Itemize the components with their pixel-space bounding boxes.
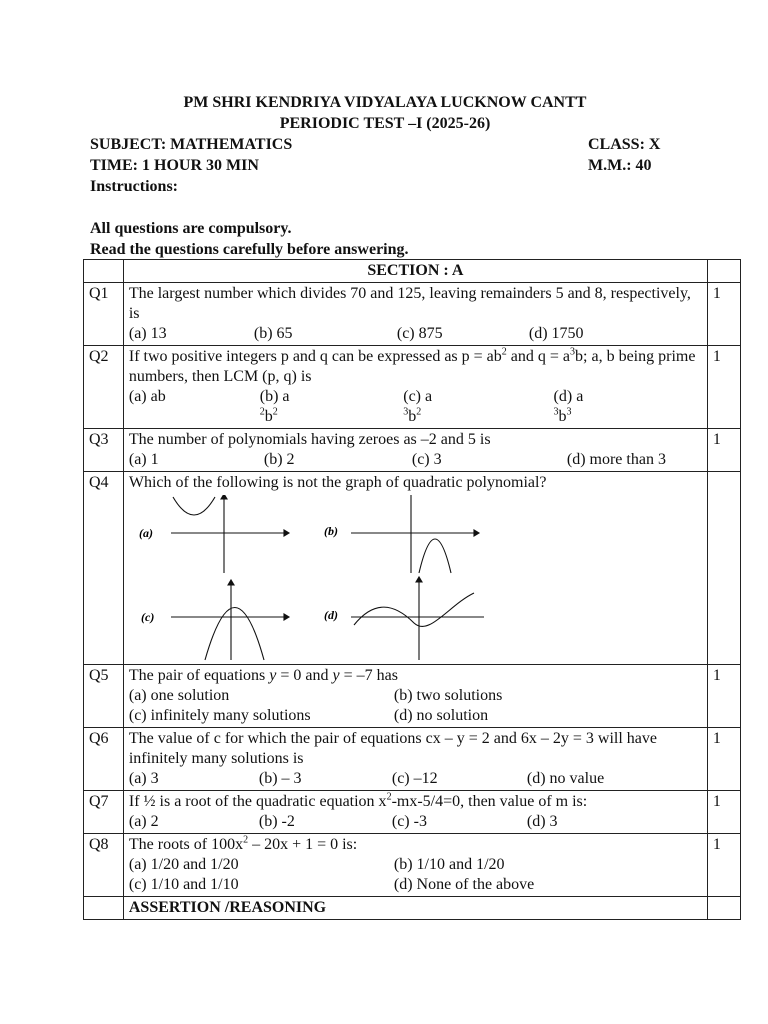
question-marks: 1 [707, 283, 740, 346]
question-table [83, 259, 741, 920]
instructions-label: Instructions: [90, 178, 179, 195]
question-number: Q8 [84, 834, 124, 897]
question-body [123, 346, 707, 429]
question-marks: 1 [707, 791, 740, 834]
option-b: (b) -2 [258, 813, 295, 830]
option-d: (d) 3 [526, 813, 558, 830]
option-a: (a) 1 [128, 451, 159, 468]
class: CLASS: X [588, 136, 661, 153]
option-b: (b) $a^2b^2$ [259, 388, 290, 425]
question-marks: 1 [707, 429, 740, 472]
option-c: (c) –12 [391, 770, 438, 787]
question-text: If two positive integers p and q can be expressed as $p = ab^2$ and $q = a^3b$; a, b being prime numbers, then LCM (p, q) is [128, 346, 696, 385]
question-number: Q7 [84, 791, 124, 834]
graph-a [171, 495, 289, 573]
question-row-q7 [84, 791, 741, 834]
question-number: Q1 [84, 283, 124, 346]
question-row-q1 [84, 283, 741, 346]
option-d: (d) no value [526, 770, 605, 787]
option-b: (b) two solutions [393, 687, 503, 704]
assertion-row [84, 897, 741, 920]
assertion-heading: ASSERTION /REASONING [123, 897, 707, 920]
question-number: Q6 [84, 728, 124, 791]
option-d: (d) no solution [393, 707, 489, 724]
option-a: (a) 1/20 and 1/20 [128, 856, 239, 873]
question-body [123, 834, 707, 897]
option-d: (d) $a^3b^3$ [553, 388, 584, 425]
subject-row [90, 134, 680, 155]
graph-label-b: (b) [323, 524, 338, 538]
question-number: Q2 [84, 346, 124, 429]
option-b: (b) – 3 [258, 770, 302, 787]
instruction-2: Read the questions carefully before answering. [90, 241, 409, 258]
option-c: (c) 1/10 and 1/10 [128, 876, 239, 893]
subject: SUBJECT: MATHEMATICS [90, 136, 293, 153]
graph-label-c: (c) [140, 610, 155, 624]
question-marks: 1 [707, 665, 740, 728]
question-marks: 1 [707, 728, 740, 791]
option-a: (a) 13 [128, 325, 167, 342]
question-number: Q4 [84, 472, 124, 665]
option-b: (b) 1/10 and 1/20 [393, 856, 505, 873]
question-row-q8 [84, 834, 741, 897]
question-text: If ½ is a root of the quadratic equation $x^2-mx-5/4=0$, then value of m is: [128, 791, 588, 810]
question-text: The number of polynomials having zeroes as –2 and 5 is [128, 431, 491, 448]
question-row-q3 [84, 429, 741, 472]
question-body [123, 665, 707, 728]
option-d: (d) 1750 [528, 325, 584, 342]
option-d: (d) None of the above [393, 876, 535, 893]
question-text: The pair of equations y = 0 and y = –7 has [128, 667, 398, 684]
graph-options [129, 495, 499, 663]
question-row-q2 [84, 346, 741, 429]
instruction-1: All questions are compulsory. [90, 220, 292, 237]
question-text: Which of the following is not the graph of quadratic polynomial? [128, 474, 547, 491]
options [129, 387, 702, 427]
question-row-q5 [84, 665, 741, 728]
school-name: PM SHRI KENDRIYA VIDYALAYA LUCKNOW CANTT [183, 94, 587, 111]
option-c: (c) infinitely many solutions [128, 707, 311, 724]
options-row-1 [129, 686, 702, 706]
options [129, 769, 702, 789]
option-c: (c) -3 [391, 813, 427, 830]
test-title: PERIODIC TEST –I (2025-26) [279, 115, 491, 132]
option-c: (c) 875 [396, 325, 443, 342]
option-a: (a) 2 [128, 813, 159, 830]
question-body [123, 728, 707, 791]
option-c: (c) $a^3b^2$ [403, 388, 433, 425]
option-a: (a) ab [128, 388, 166, 405]
section-a-heading: SECTION : A [123, 260, 707, 283]
options-row-2 [129, 875, 702, 895]
question-body [123, 472, 707, 665]
question-body [123, 429, 707, 472]
options-row-2 [129, 706, 702, 726]
option-d: (d) more than 3 [566, 451, 666, 468]
exam-header [90, 92, 680, 260]
graph-label-a: (a) [138, 526, 153, 540]
options [129, 450, 702, 470]
option-a: (a) 3 [128, 770, 159, 787]
max-marks: M.M.: 40 [588, 157, 652, 174]
question-text: The roots of $100x^2 - 20x + 1 = 0$ is: [128, 834, 358, 853]
graph-label-d: (d) [323, 608, 338, 622]
question-text: The value of c for which the pair of equations cx – y = 2 and 6x – 2y = 3 will have infinitely many solutions is [128, 730, 657, 767]
graph-b [351, 495, 479, 573]
option-c: (c) 3 [411, 451, 442, 468]
section-a-row [84, 260, 741, 283]
graph-d [351, 577, 484, 660]
question-number: Q3 [84, 429, 124, 472]
time: TIME: 1 HOUR 30 MIN [90, 157, 259, 174]
graph-figure [129, 495, 499, 663]
question-text: The largest number which divides 70 and 125, leaving remainders 5 and 8, respectively, is [128, 285, 691, 322]
option-a: (a) one solution [128, 687, 230, 704]
question-marks: 1 [707, 346, 740, 429]
question-row-q6 [84, 728, 741, 791]
question-number: Q5 [84, 665, 124, 728]
options [129, 812, 702, 832]
options [129, 324, 702, 344]
options-row-1 [129, 855, 702, 875]
question-marks: 1 [707, 834, 740, 897]
question-row-q4 [84, 472, 741, 665]
question-body [123, 283, 707, 346]
option-b: (b) 2 [263, 451, 295, 468]
graph-c [171, 580, 289, 660]
option-b: (b) 65 [253, 325, 293, 342]
question-body [123, 791, 707, 834]
time-row [90, 155, 680, 176]
